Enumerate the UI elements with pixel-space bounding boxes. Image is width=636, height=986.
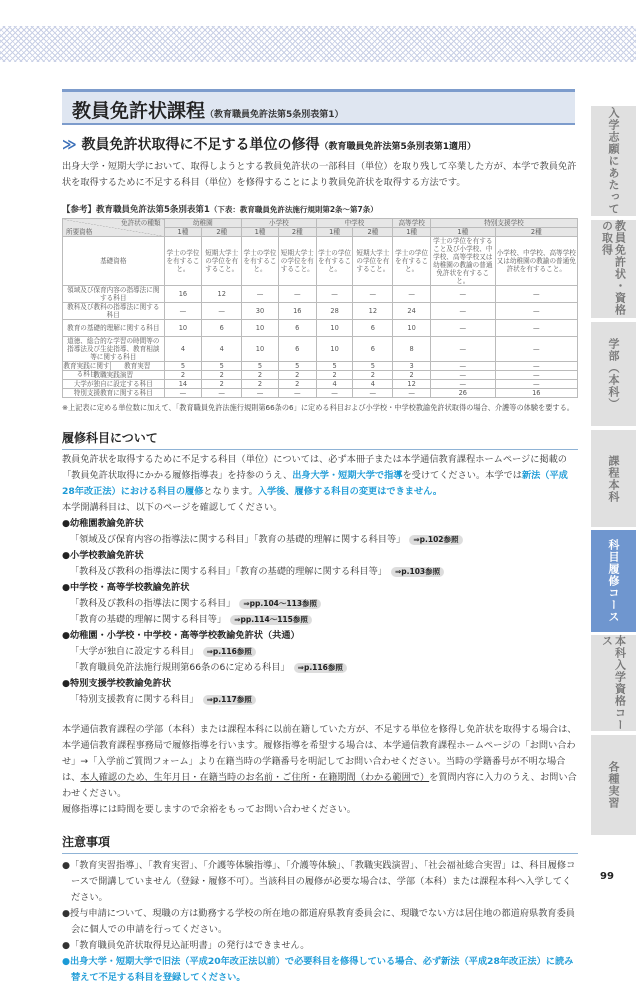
table-row	[63, 389, 578, 398]
kind-header: 1種	[242, 228, 279, 237]
table-cell: —	[242, 389, 279, 398]
table-cell: 3	[393, 362, 431, 371]
license-group-title: ●幼稚園教諭免許状	[62, 518, 144, 529]
table-cell: 学士の学位を有すること及び小学校、中学校、高等学校又は幼稚園の教諭の普通免許状を有すること。	[431, 237, 496, 286]
table-note: ※上記表に定める単位数に加えて、「教育職員免許法施行規則第66条の6」に定める科目および小学校・中学校教諭免許状取得の場合、介護等の体験を要する。	[62, 403, 574, 412]
table-cell: 28	[316, 303, 353, 320]
table-cell: 16	[278, 303, 316, 320]
table-cell: 12	[202, 286, 242, 303]
corner-bottom: 所要資格	[66, 228, 93, 236]
table-cell: 2	[278, 380, 316, 389]
highlight-text: 入学後、履修する科目の変更はできません。	[257, 486, 443, 497]
page-title-note: （教育職員免許法第5条別表第1）	[205, 110, 344, 120]
text: となります。	[203, 486, 258, 497]
row-label: 大学が独自に設定する科目	[63, 380, 165, 389]
course-text: 「教育の基礎的理解に関する科目等」	[70, 614, 227, 625]
section-heading-courses: 履修科目について	[62, 428, 578, 450]
row-group-label: 教育実践に関する科目	[63, 362, 110, 378]
course-item	[62, 532, 578, 548]
course-item	[62, 564, 578, 580]
kind-header: 2種	[495, 228, 577, 237]
side-tab[interactable]: 科目履修コース	[591, 530, 636, 632]
table-cell: —	[393, 286, 431, 303]
table-cell: 学士の学位を有すること。	[164, 237, 202, 286]
side-tab[interactable]: 各種実習	[591, 735, 636, 835]
table-cell: 学士の学位を有すること。	[393, 237, 431, 286]
kind-header: 1種	[316, 228, 353, 237]
table-cell: 6	[202, 320, 242, 337]
table-cell: 26	[431, 389, 496, 398]
table-cell: 24	[393, 303, 431, 320]
table-cell: —	[242, 286, 279, 303]
course-item	[62, 644, 578, 660]
double-chevron-icon: ≫	[62, 137, 82, 153]
table-cell: 小学校、中学校、高等学校又は幼稚園の教諭の普通免許状を有すること。	[495, 237, 577, 286]
table-cell: —	[495, 286, 577, 303]
courses-instruction: 本学開講科目は、以下のページを確認してください。	[62, 502, 283, 513]
table-cell: —	[495, 337, 577, 362]
table-cell: 2	[393, 371, 431, 380]
text: を質問内容に入力のうえ、お問い合わせください。	[62, 772, 577, 799]
table-cell: 2	[242, 380, 279, 389]
course-item	[62, 596, 578, 612]
table-cell: —	[431, 362, 496, 371]
page-number: 99	[600, 871, 614, 882]
table-cell: 30	[242, 303, 279, 320]
notice-item-highlight: ●出身大学・短期大学で旧法（平成20年改正法以前）で必要科目を修得している場合、必ず新法（平成28年改正法）に読み替えて不足する科目を登録してください。	[62, 956, 574, 983]
table-cell: 4	[164, 337, 202, 362]
table-cell: 4	[316, 380, 353, 389]
group-header: 小学校	[242, 219, 317, 228]
highlight-text: 出身大学・短期大学で指導	[292, 470, 403, 481]
table-cell: —	[393, 389, 431, 398]
table-cell: 4	[353, 380, 393, 389]
license-group-title: ●小学校教諭免許状	[62, 550, 144, 561]
table-cell: —	[495, 303, 577, 320]
table-cell: 短期大学士の学位を有すること。	[278, 237, 316, 286]
kind-header: 2種	[353, 228, 393, 237]
table-cell: 短期大学士の学位を有すること。	[202, 237, 242, 286]
table-cell: —	[202, 303, 242, 320]
table-cell: 2	[353, 371, 393, 380]
side-tab[interactable]: 教員免許状・資格の取得	[591, 220, 636, 318]
table-cell: 10	[164, 320, 202, 337]
table-cell: 10	[316, 320, 353, 337]
table-row	[63, 362, 578, 371]
table-cell: 学士の学位を有すること。	[242, 237, 279, 286]
course-item	[62, 692, 578, 708]
notice-item: ●授与申請について、現職の方は勤務する学校の所在地の都道府県教育委員会に、現職でない方は居住地の都道府県教育委員会に個人での申請を行ってください。	[62, 908, 575, 935]
course-item	[62, 660, 578, 676]
table-corner	[63, 219, 165, 237]
course-text: 「教科及び教科の指導法に関する科目」「教育の基礎的理解に関する科目等」	[70, 566, 387, 577]
side-tab[interactable]: 課程本科	[591, 430, 636, 527]
text: を受けてください。本学では	[402, 470, 522, 481]
table-row	[63, 371, 578, 380]
course-text: 「大学が独自に設定する科目」	[70, 646, 199, 657]
table-cell: 14	[164, 380, 202, 389]
table-cell: —	[495, 320, 577, 337]
table-cell: 5	[316, 362, 353, 371]
group-header: 中学校	[316, 219, 393, 228]
row-label: 教育の基礎的理解に関する科目	[63, 320, 165, 337]
table-cell: 10	[316, 337, 353, 362]
table-cell: 2	[278, 371, 316, 380]
table-cell: 5	[164, 362, 202, 371]
table-cell: 16	[164, 286, 202, 303]
table-cell: 8	[393, 337, 431, 362]
group-header: 高等学校	[393, 219, 431, 228]
table-cell: —	[431, 303, 496, 320]
kind-header: 1種	[393, 228, 431, 237]
table-cell: —	[164, 303, 202, 320]
highlight-text: 新法（平成28年改正法）における科目の履修	[62, 470, 568, 497]
page-reference-link[interactable]: ⇒p.103参照	[391, 567, 444, 577]
table-cell: 2	[242, 371, 279, 380]
kind-header: 1種	[431, 228, 496, 237]
table-cell: 短期大学士の学位を有すること。	[353, 237, 393, 286]
course-item	[62, 612, 578, 628]
text: 教員免許状を取得するために不足する科目（単位）については、必ず本冊子または本学通信教育課程ホームページに掲載の「教員免許状取得にかかる履修指導表」を持参のうえ、	[62, 454, 567, 481]
table-cell: 2	[316, 371, 353, 380]
table-cell: —	[495, 371, 577, 380]
table-cell: 2	[202, 371, 242, 380]
courses-paragraph	[62, 452, 578, 500]
row-label: 道徳、総合的な学習の時間等の指導法及び生徒指導、教育相談等に関する科目	[63, 337, 165, 362]
side-tab[interactable]: 学部（本科）	[591, 322, 636, 426]
license-group-title: ●特別支援学校教諭免許状	[62, 678, 172, 689]
table-cell: —	[353, 389, 393, 398]
page-reference-link[interactable]: ⇒p.116参照	[203, 647, 256, 657]
section-heading-notes: 注意事項	[62, 832, 578, 854]
table-cell: —	[353, 286, 393, 303]
corner-top: 免許状の種類	[120, 219, 161, 227]
row-label: 基礎資格	[63, 237, 165, 286]
guidance-paragraph	[62, 722, 578, 802]
table-caption-note: （下表：教育職員免許法施行規則第2条〜第7条）	[209, 205, 378, 214]
table-cell: 10	[242, 337, 279, 362]
license-groups	[62, 516, 578, 708]
credit-requirements-table	[62, 218, 578, 398]
table-cell: —	[431, 380, 496, 389]
guidance-note: 履修指導には時間を要しますので余裕をもってお問い合わせください。	[62, 804, 356, 815]
table-cell: —	[431, 337, 496, 362]
course-text: 「教育職員免許法施行規則第66条の6に定める科目」	[70, 662, 290, 673]
kind-header: 1種	[164, 228, 202, 237]
text: 本学通信教育課程の学部（本科）または課程本科に以前在籍していた方が、不足する単位を修得し免許状を取得する場合は、本学通信教育課程事務局で履修指導を行います。履修指導を希望する場合は、本学通信教育課程ホームページの「お問い合わせ」→「入学前ご質問フォーム」より在籍当時の学籍番号を明記してお問い合わせください。当時の学籍番号が不明な場合は、	[62, 724, 577, 783]
table-cell: 6	[353, 337, 393, 362]
main-content	[62, 135, 578, 986]
table-cell: 2	[202, 380, 242, 389]
table-row	[63, 320, 578, 337]
section-heading-text: 教員免許状取得に不足する単位の修得	[81, 137, 320, 153]
group-header: 特別支援学校	[431, 219, 578, 228]
license-group-title: ●幼稚園・小学校・中学校・高等学校教諭免許状（共通）	[62, 630, 300, 641]
section-heading	[62, 135, 578, 157]
kind-header: 2種	[278, 228, 316, 237]
table-cell: —	[278, 389, 316, 398]
page-reference-link[interactable]: ⇒pp.114〜115参照	[230, 615, 312, 625]
row-label: 教育実習	[124, 362, 151, 370]
intro-paragraph: 出身大学・短期大学において、取得しようとする教員免許状の一部科目（単位）を取り残して卒業した方が、本学で教員免許状を取得するために不足する科目（単位）を修得することにより教員免許状を取得する方法です。	[62, 161, 577, 188]
table-cell: —	[278, 286, 316, 303]
table-cell: —	[316, 389, 353, 398]
table-row	[63, 286, 578, 303]
row-label: 教職実践演習	[63, 371, 165, 380]
notice-item: ●「教育職員免許状取得見込証明書」の発行はできません。	[62, 940, 310, 951]
table-cell: —	[431, 286, 496, 303]
group-header: 幼稚園	[164, 219, 242, 228]
row-label: 特別支援教育に関する科目	[63, 389, 165, 398]
table-cell: —	[202, 389, 242, 398]
table-row	[63, 237, 578, 286]
table-cell: —	[495, 380, 577, 389]
table-cell: 10	[393, 320, 431, 337]
section-heading-note: （教育職員免許法第5条別表第1適用）	[319, 142, 477, 152]
page-reference-link[interactable]: ⇒pp.104〜113参照	[239, 599, 321, 609]
table-cell: 4	[202, 337, 242, 362]
decorative-hatch-band	[0, 26, 636, 62]
table-cell: —	[495, 362, 577, 371]
table-cell: 6	[278, 320, 316, 337]
page-reference-link[interactable]: ⇒p.116参照	[294, 663, 347, 673]
notice-item: ●「教育実習指導」、「教育実習」、「介護等体験指導」、「介護等体験」、「教職実践演習」、「社会福祉総合実習」は、科目履修コースで開講していません（登録・履修不可）。当該科目の履修が必要な場合は、学部（本科）または課程本科へ入学してください。	[62, 860, 576, 903]
table-cell: 10	[242, 320, 279, 337]
course-text: 「特別支援教育に関する科目」	[70, 694, 199, 705]
table-caption-text: 【参考】教育職員免許法第5条別表第1	[62, 205, 210, 215]
side-tab[interactable]: 入学志願にあたって	[591, 106, 636, 216]
table-cell: 12	[353, 303, 393, 320]
table-row	[63, 380, 578, 389]
course-text: 「領域及び保育内容の指導法に関する科目」「教育の基礎的理解に関する科目等」	[70, 534, 406, 545]
underlined-text: 本人確認のため、生年月日・在籍当時のお名前・ご住所・在籍期間（わかる範囲で）	[80, 772, 430, 783]
table-cell: —	[431, 371, 496, 380]
row-label: 領域及び保育内容の指導法に関する科目	[63, 286, 165, 303]
page-title-box	[62, 89, 575, 125]
table-cell: 5	[278, 362, 316, 371]
table-cell: 12	[393, 380, 431, 389]
page-reference-link[interactable]: ⇒p.117参照	[203, 695, 256, 705]
side-tab[interactable]: 本科入学資格コース	[591, 635, 636, 731]
table-row	[63, 303, 578, 320]
page-reference-link[interactable]: ⇒p.102参照	[409, 535, 462, 545]
license-group-title: ●中学校・高等学校教諭免許状	[62, 582, 190, 593]
table-cell: 5	[202, 362, 242, 371]
table-cell: 学士の学位を有すること。	[316, 237, 353, 286]
table-cell: 6	[353, 320, 393, 337]
table-cell: 5	[242, 362, 279, 371]
table-cell: 2	[164, 371, 202, 380]
row-label: 教科及び教科の指導法に関する科目	[63, 303, 165, 320]
table-cell: 6	[278, 337, 316, 362]
table-cell: —	[164, 389, 202, 398]
table-cell: —	[431, 320, 496, 337]
course-text: 「教科及び教科の指導法に関する科目」	[70, 598, 236, 609]
kind-header: 2種	[202, 228, 242, 237]
table-cell: 16	[495, 389, 577, 398]
table-cell: 5	[353, 362, 393, 371]
page-title: 教員免許状課程	[72, 100, 206, 122]
table-row	[63, 337, 578, 362]
table-caption	[62, 203, 578, 217]
table-cell: —	[316, 286, 353, 303]
